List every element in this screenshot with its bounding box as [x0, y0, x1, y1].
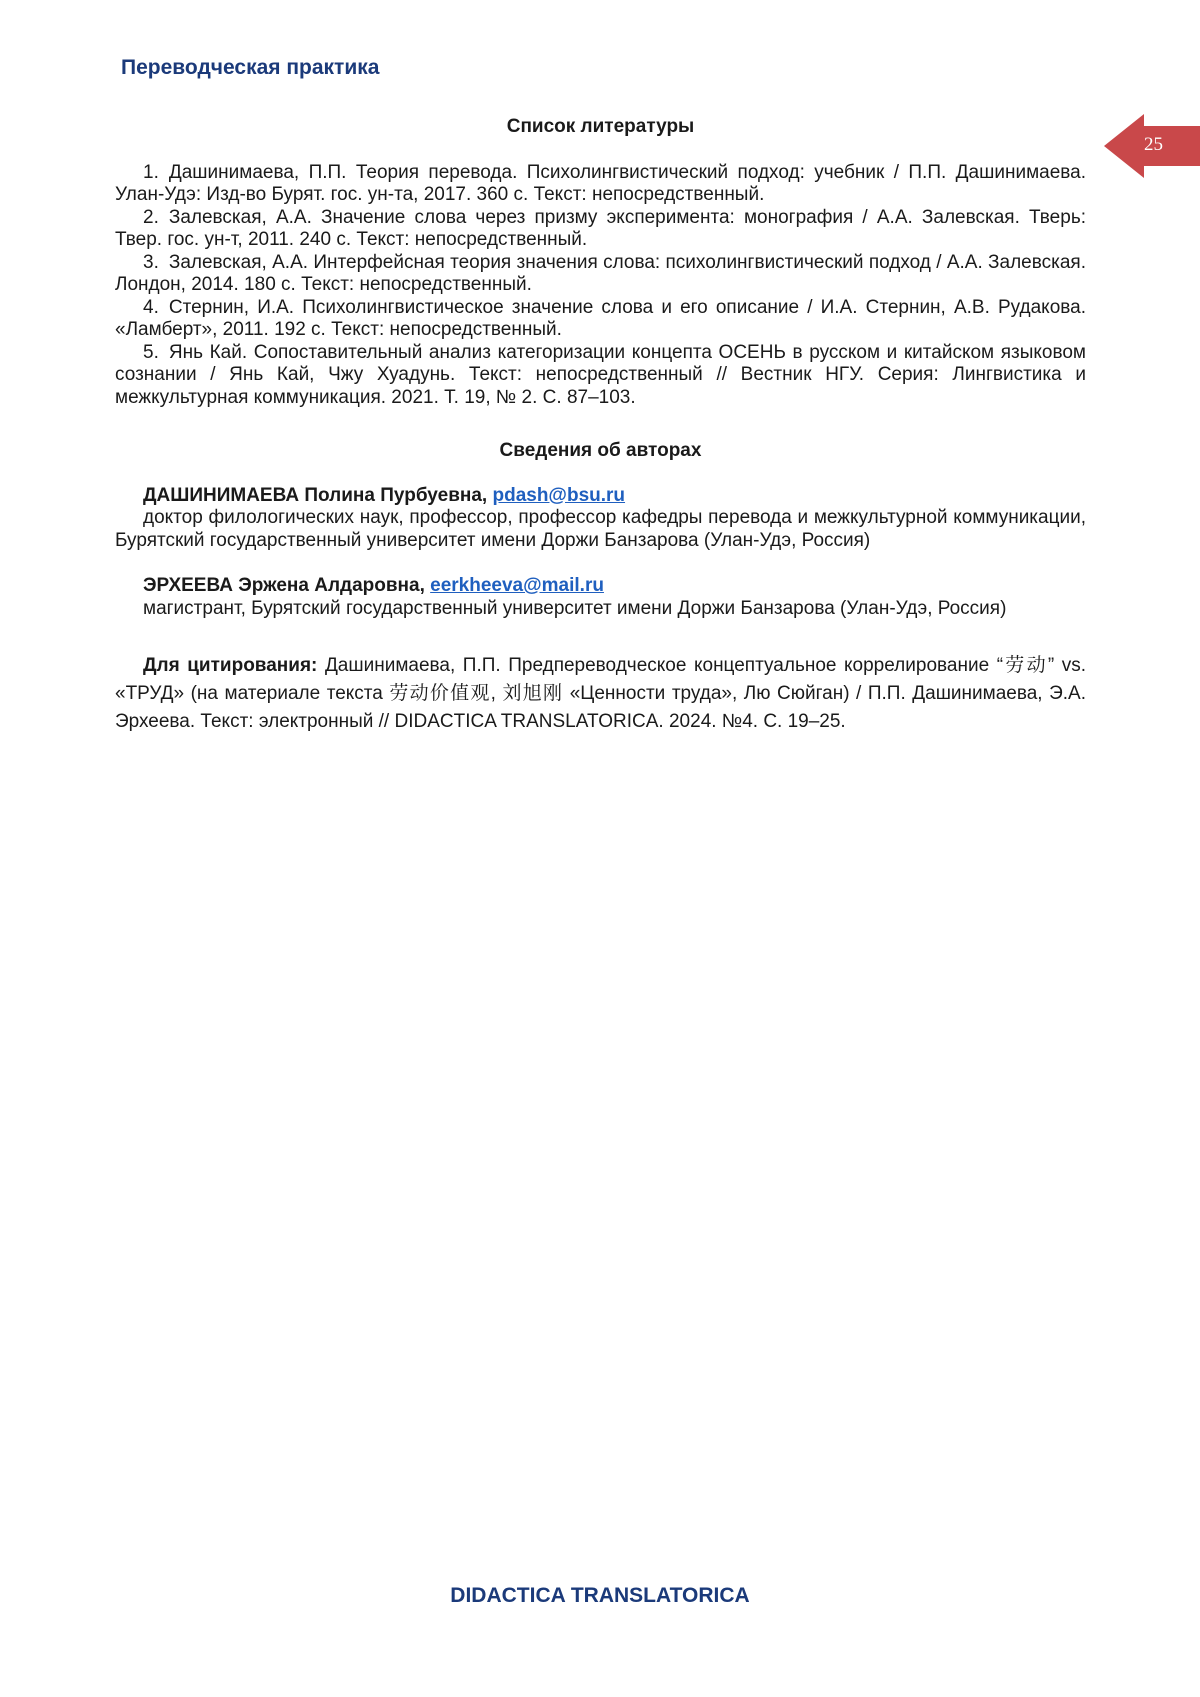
reference-item	[115, 342, 1086, 410]
author-affiliation: магистрант, Бурятский государственный университет имени Доржи Банзарова (Улан-Удэ, Россия)	[143, 597, 1007, 619]
citation-section	[115, 652, 1086, 736]
reference-text: Залевская, А.А. Интерфейсная теория значения слова: психолингвистический подход / А.А. Залевская. Лондон, 2014. 180 с. Текст: непосредственный.	[115, 251, 1086, 295]
author-entry	[115, 575, 1086, 620]
reference-item	[115, 252, 1086, 297]
reference-number: 3.	[143, 251, 159, 273]
reference-number: 4.	[143, 296, 159, 318]
reference-text: Дашинимаева, П.П. Теория перевода. Психолингвистический подход: учебник / П.П. Дашинимаева. Улан-Удэ: Изд-во Бурят. гос. ун-та, 2017. 360 с. Текст: непосредственный.	[115, 161, 1086, 205]
author-name: ДАШИНИМАЕВА Полина Пурбуевна,	[143, 484, 488, 506]
journal-footer: DIDACTICA TRANSLATORICA	[450, 1584, 750, 1607]
author-email-link[interactable]: pdash@bsu.ru	[492, 484, 626, 506]
reference-item	[115, 207, 1086, 252]
author-name-line	[115, 485, 1086, 508]
reference-text: Стернин, И.А. Психолингвистическое значение слова и его описание / И.А. Стернин, А.В. Рудакова. «Ламберт», 2011. 192 с. Текст: непосредственный.	[115, 296, 1086, 340]
citation-paragraph	[115, 652, 1086, 736]
citation-label: Для цитирования:	[143, 655, 318, 676]
author-name-line	[115, 575, 1086, 598]
reference-item	[115, 297, 1086, 342]
references-heading: Список литературы	[506, 116, 695, 137]
reference-text: Янь Кай. Сопоставительный анализ категоризации концепта ОСЕНЬ в русском и китайском языковом сознании / Янь Кай, Чжу Хуадунь. Текст: непосредственный // Вестник НГУ. Серия: Лингвистика и межкультурная коммуникация. 2021. Т. 19, № 2. С. 87–103.	[115, 341, 1086, 408]
page-number-tab	[1104, 114, 1200, 178]
author-affiliation: доктор филологических наук, профессор, профессор кафедры перевода и межкультурной коммуникации, Бурятский государственный университет имени Доржи Банзарова (Улан-Удэ, Россия)	[115, 507, 1086, 551]
author-entry	[115, 485, 1086, 553]
authors-heading: Сведения об авторах	[499, 440, 702, 461]
page-number: 25	[1144, 134, 1163, 155]
author-name: ЭРХЕЕВА Эржена Алдаровна,	[143, 575, 425, 596]
authors-section	[115, 440, 1086, 643]
reference-number: 5.	[143, 341, 159, 363]
running-head: Переводческая практика	[121, 56, 380, 79]
reference-text: Залевская, А.А. Значение слова через призму эксперимента: монография / А.А. Залевская. Тверь: Твер. гос. ун-т, 2011. 240 с. Текст: непосредственный.	[115, 206, 1086, 250]
references-list	[115, 162, 1086, 410]
reference-item	[115, 162, 1086, 207]
reference-number: 1.	[143, 161, 159, 183]
references-section	[115, 116, 1086, 409]
citation-text: Дашинимаева, П.П. Предпереводческое концептуальное коррелирование “劳动” vs. «ТРУД» (на материале текста 劳动价值观, 刘旭刚 «Ценности труда», Лю Сюйган) / П.П. Дашинимаева, Э.А. Эрхеева. Текст: электронный // DIDACTICA TRANSLATORICA. 2024. №4. С. 19–25.	[115, 655, 1086, 732]
reference-number: 2.	[143, 206, 159, 228]
author-email-link[interactable]: eerkheeva@mail.ru	[430, 575, 604, 596]
